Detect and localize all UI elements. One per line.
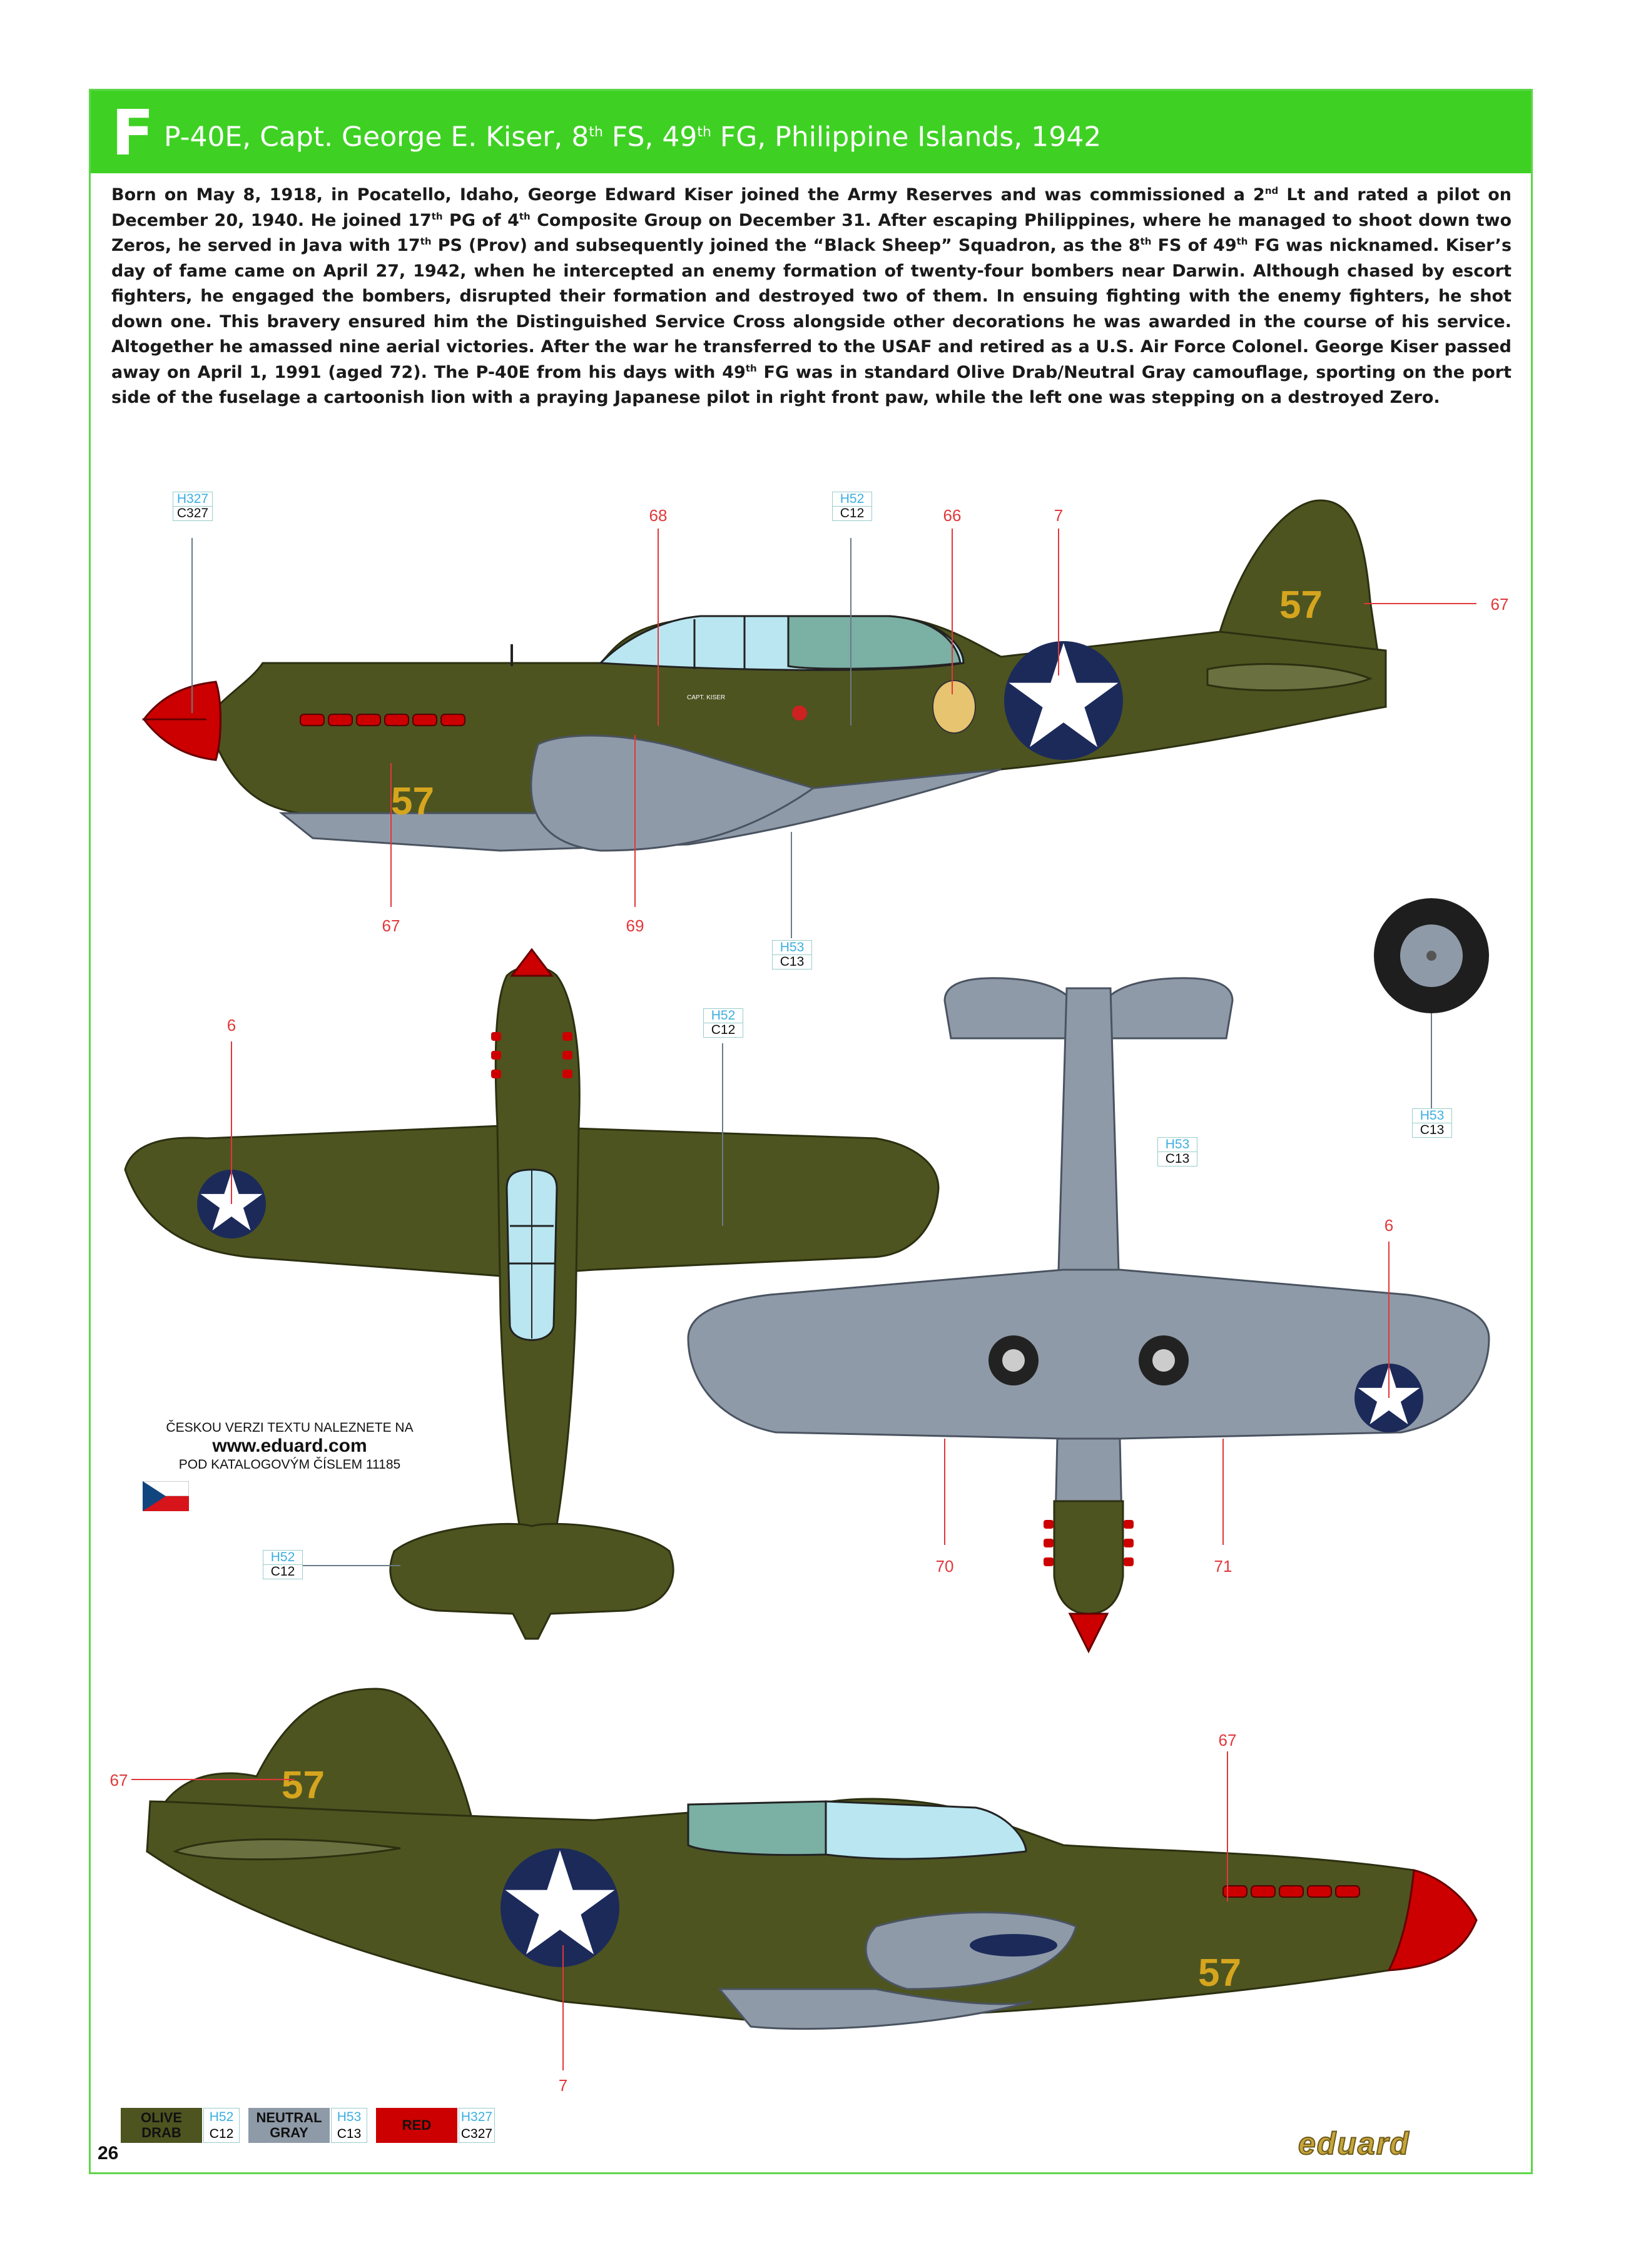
nose-number-bottom: 57 <box>1198 1952 1241 1995</box>
code-box-h327: H327 C327 <box>173 492 213 521</box>
swatch-red: RED <box>376 2108 457 2143</box>
code-box-h52-top: H52 C12 <box>832 492 872 521</box>
eduard-logo: eduard <box>1298 2126 1410 2161</box>
callout-66: 66 <box>943 506 962 525</box>
code-box-h53-profile: H53 C13 <box>772 940 812 969</box>
tail-number-bottom: 57 <box>282 1764 325 1807</box>
code-box-h52-topview: H52 C12 <box>703 1008 743 1038</box>
left-profile-view <box>144 500 1386 851</box>
callout-70: 70 <box>935 1557 954 1576</box>
callout-67-nose-bottom: 67 <box>1218 1731 1237 1749</box>
profile-letter: F <box>111 96 155 170</box>
callout-67-nose-top: 67 <box>382 916 400 935</box>
callout-6-bottom: 6 <box>1384 1216 1394 1235</box>
code-box-h53-bottomview: H53 C13 <box>1157 1137 1197 1167</box>
right-profile-view <box>147 1689 1476 2029</box>
swatch-code-red: H327 C327 <box>459 2108 495 2143</box>
swatch-code-neutral-gray: H53 C13 <box>331 2108 367 2143</box>
bottom-view <box>688 978 1489 1651</box>
code-box-h53-wheel: H53 C13 <box>1412 1108 1452 1138</box>
czech-flag-icon <box>143 1481 189 1511</box>
swatch-olive-drab: OLIVE DRAB <box>121 2108 202 2143</box>
wheel-detail <box>1374 898 1489 1013</box>
callout-6-top: 6 <box>226 1016 236 1035</box>
swatch-code-olive-drab: H52 C12 <box>203 2108 240 2143</box>
callout-67-tail-top: 67 <box>1490 595 1509 614</box>
code-box-h52-tail: H52 C12 <box>263 1550 303 1579</box>
callout-7-bottom: 7 <box>558 2076 568 2095</box>
nose-number-top: 57 <box>391 780 434 823</box>
pilot-name-marking: CAPT. KISER <box>687 694 726 701</box>
callout-71: 71 <box>1214 1557 1232 1576</box>
eduard-url-link[interactable]: www.eduard.com <box>212 1435 367 1456</box>
tail-number-top: 57 <box>1279 584 1323 627</box>
callout-68: 68 <box>649 506 668 525</box>
swatch-neutral-gray: NEUTRAL GRAY <box>248 2108 330 2143</box>
page-number: 26 <box>98 2143 119 2164</box>
callout-7-top: 7 <box>1054 506 1064 525</box>
pilot-biography: Born on May 8, 1918, in Pocatello, Idaho, George Edward Kiser joined the Army Reserves and was commissioned a 2nd Lt and rated a pilot on December 20, 1940. He joined 17th PG of 4th Composite Group on December 31. After escaping Philippines, where he managed to shoot down two Zeros, he served in Java with 17th PS (Prov) and subsequently joined the “Black Sheep” Squadron, as the 8th FS of 49th FG was nicknamed. Kiser’s day of fame came on April 27, 1942, when he intercepted an enemy formation of twenty-four bombers near Darwin. Although chased by escort fighters, he engaged the bombers, disrupted their formation and destroyed two of them. In ensuing fighting with the enemy fighters, he shot down one. This bravery ensured him the Distinguished Service Cross alongside other decorations he was awarded in the course of his service. Altogether he amassed nine aerial victories. After the war he transferred to the USAF and retired as a U.S. Air Force Colonel. George Kiser passed away on April 1, 1991 (aged 72). The P-40E from his days with 49th FG was in standard Olive Drab/Neutral Gray camouflage, sporting on the port side of the fuselage a cartoonish lion with a praying Japanese pilot in right front paw, while the left one was stepping on a destroyed Zero. <box>111 185 1512 407</box>
callout-69: 69 <box>626 916 644 935</box>
czech-text-note: ČESKOU VERZI TEXTU NALEZNETE NA www.eduard.com POD KATALOGOVÝM ČÍSLEM 11185 <box>143 1420 437 1472</box>
callout-67-tail-bottom: 67 <box>109 1771 128 1790</box>
profile-title: P-40E, Capt. George E. Kiser, 8th FS, 49th FG, Philippine Islands, 1942 <box>164 121 1102 153</box>
